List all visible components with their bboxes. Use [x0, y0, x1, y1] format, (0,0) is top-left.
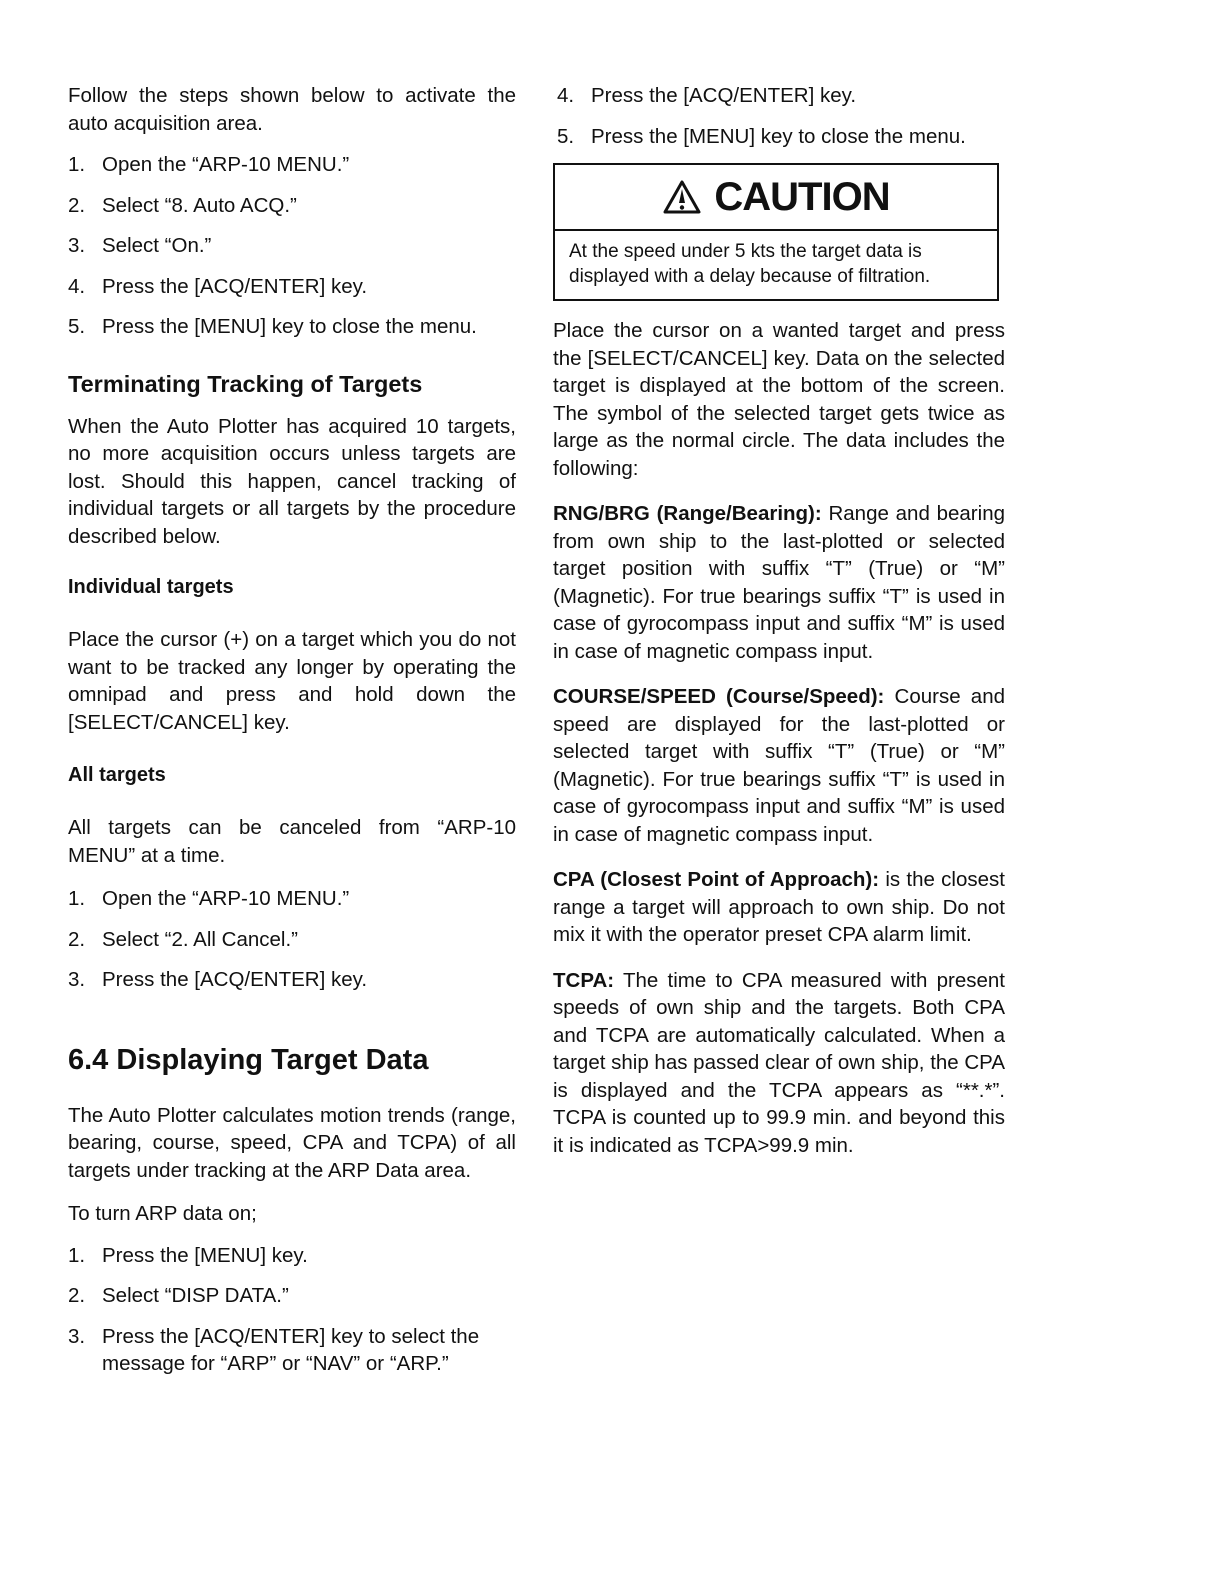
terminating-heading: Terminating Tracking of Targets — [68, 370, 423, 397]
list-item: 4. Press the [ACQ/ENTER] key. — [557, 84, 857, 107]
list-item: 3. Select “On.” — [68, 234, 212, 257]
terminating-paragraph: When the Auto Plotter has acquired 10 targets, no more acquisition occurs unless targets are lost. Should this happen, cancel tracking of individual targets or all targets by the procedure described below. — [68, 414, 516, 548]
course-speed-term: COURSE/SPEED (Course/Speed): — [553, 685, 885, 708]
list-item: 2. Select “DISP DATA.” — [68, 1284, 289, 1307]
list-item: 1. Open the “ARP-10 MENU.” — [68, 887, 350, 910]
rng-brg-paragraph: RNG/BRG (Range/Bearing): Range and bearing from own ship to the last-plotted or selected target position with suffix “T” (True) or “M” (Magnetic). For true bearings suffix “T” is used in case of gyrocompass input and suffix “M” is used in case of magnetic compass input. — [553, 502, 1005, 663]
list-item: 5. Press the [MENU] key to close the menu. — [557, 124, 966, 148]
list-item: 2. Select “2. All Cancel.” — [68, 927, 298, 951]
auto-acq-steps — [68, 151, 516, 341]
list-item: 1. Press the [MENU] key. — [68, 1243, 308, 1267]
list-item: 1. Open the “ARP-10 MENU.” — [68, 153, 350, 176]
individual-targets-paragraph: Place the cursor (+) on a target which you do not want to be tracked any longer by operating the omnipad and press and hold down the [SELECT/CANCEL] key. — [68, 628, 516, 734]
select-target-paragraph: Place the cursor on a wanted target and press the [SELECT/CANCEL] key. Data on the selected target is displayed at the bottom of the screen. The symbol of the selected target gets twice as large as the normal circle. The data includes the following: — [553, 319, 1005, 480]
intro-paragraph: Follow the steps shown below to activate the auto acquisition area. — [68, 84, 516, 135]
left-column — [68, 82, 516, 1391]
all-cancel-steps — [68, 885, 516, 994]
caution-header — [555, 165, 997, 231]
list-item: 2. Select “8. Auto ACQ.” — [68, 193, 297, 217]
list-item: 3. Press the [ACQ/ENTER] key to select the message for “ARP” or “NAV” or “ARP.” — [68, 1324, 480, 1375]
rng-brg-term: RNG/BRG (Range/Bearing): — [553, 502, 822, 525]
caution-box — [553, 163, 999, 301]
individual-targets-heading: Individual targets — [68, 576, 234, 598]
course-speed-paragraph: COURSE/SPEED (Course/Speed): Course and speed are displayed for the last-plotted or selected target with suffix “T” (True) or “M” (Magnetic). For true bearings suffix “T” is used in case of gyrocompass input and suffix “M” is used in case of magnetic compass input. — [553, 685, 1005, 846]
tcpa-term: TCPA: — [553, 968, 615, 992]
warning-triangle-icon — [662, 179, 702, 215]
list-item: 4. Press the [ACQ/ENTER] key. — [68, 274, 368, 298]
tcpa-paragraph: TCPA: The time to CPA measured with present speeds of own ship and the targets. Both CPA and TCPA are automatically calculated. When a target ship has passed clear of own ship, the CPA is displayed and the TCPA appears as “**.*”. TCPA is counted up to 99.9 min. and beyond this it is indicated as TCPA>99.9 min. — [553, 968, 1006, 1157]
all-targets-heading: All targets — [68, 764, 166, 786]
list-item: 5. Press the [MENU] key to close the menu. — [68, 315, 477, 338]
list-item: 3. Press the [ACQ/ENTER] key. — [68, 968, 368, 991]
continued-steps — [553, 82, 1005, 150]
disp-data-steps — [68, 1242, 516, 1378]
section-paragraph: The Auto Plotter calculates motion trends (range, bearing, course, speed, CPA and TCPA) of all targets under tracking at the ARP Data area. — [68, 1103, 516, 1182]
section-heading: 6.4 Displaying Target Data — [68, 1043, 429, 1076]
cpa-term: CPA (Closest Point of Approach): — [553, 868, 880, 891]
right-column — [553, 82, 1005, 1159]
cpa-paragraph: CPA (Closest Point of Approach): is the closest range a target will approach to own ship. Do not mix it with the operator preset CPA alarm limit. — [553, 868, 1005, 946]
all-targets-paragraph: All targets can be canceled from “ARP-10 MENU” at a time. — [68, 816, 516, 867]
caution-title: CAUTION — [714, 174, 890, 219]
turn-on-paragraph: To turn ARP data on; — [68, 1202, 257, 1225]
caution-text: At the speed under 5 kts the target data is displayed with a delay because of filtration. — [569, 241, 931, 287]
